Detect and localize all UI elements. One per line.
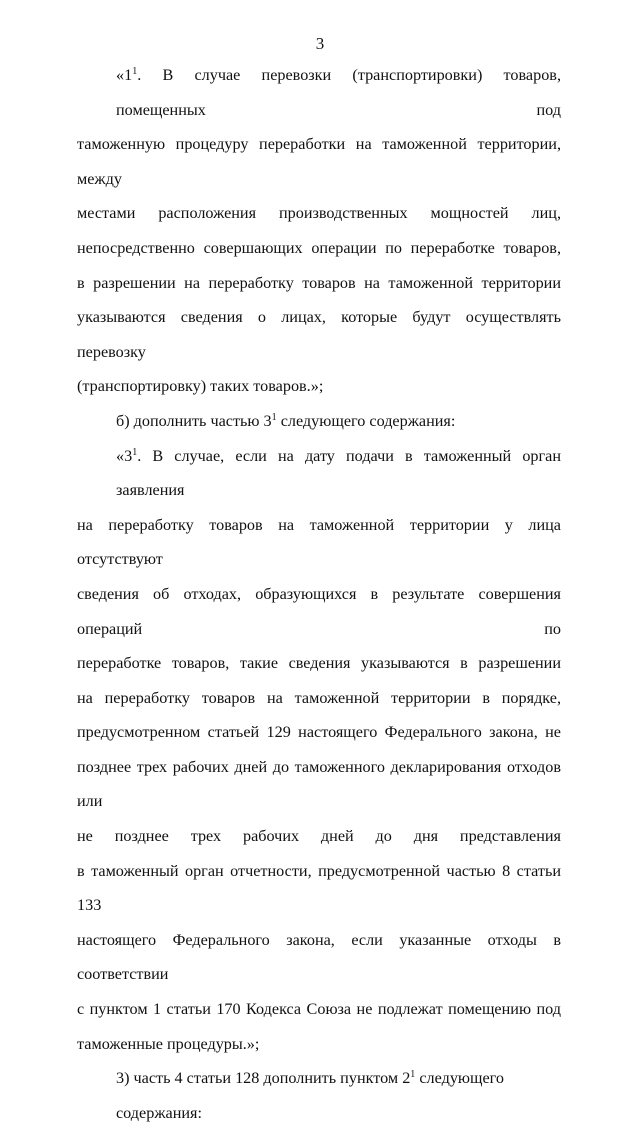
text-line	[77, 715, 561, 750]
superscript: 1	[271, 411, 277, 423]
text-line	[77, 577, 561, 646]
text-line	[77, 196, 561, 231]
line-text-rest: следующего содержания:	[116, 1069, 504, 1122]
text-line	[77, 369, 561, 404]
line-text: в разрешении на переработку товаров на таможенной территории	[77, 273, 561, 292]
document-body	[77, 58, 561, 1130]
line-text: переработке товаров, такие сведения указываются в разрешении	[77, 654, 561, 673]
line-text: не позднее трех рабочих дней до дня представления	[77, 827, 561, 846]
line-text: на переработку товаров на таможенной территории у лица отсутствуют	[77, 515, 561, 569]
line-text-rest: следующего содержания:	[276, 411, 456, 430]
line-text: непосредственно совершающих операции по переработке товаров,	[77, 238, 561, 257]
line-text-rest: . В случае, если на дату подачи в таможенный орган заявления	[116, 446, 561, 500]
paragraph	[77, 1061, 561, 1130]
text-line	[77, 1027, 561, 1062]
text-line	[77, 404, 561, 439]
paragraph	[77, 58, 561, 404]
superscript: 1	[410, 1069, 416, 1081]
line-text: сведения об отходах, образующихся в результате совершения операций по	[77, 584, 561, 638]
text-line	[77, 750, 561, 819]
line-text-rest: . В случае перевозки (транспортировки) товаров, помещенных под	[116, 66, 561, 119]
text-line	[77, 854, 561, 923]
text-line	[77, 231, 561, 266]
line-text: 3) часть 4 статьи 128 дополнить пунктом 2	[116, 1069, 411, 1088]
text-line	[77, 508, 561, 577]
text-line	[77, 1061, 561, 1130]
line-text: (транспортировку) таких товаров.»;	[77, 377, 324, 396]
page-number: 3	[315, 34, 325, 53]
line-text: на переработку товаров на таможенной территории в порядке,	[77, 688, 561, 707]
superscript: 1	[132, 66, 138, 77]
text-line	[77, 923, 561, 992]
text-line	[77, 127, 561, 196]
line-text: указываются сведения о лицах, которые будут осуществлять перевозку	[77, 308, 561, 361]
text-line	[77, 992, 561, 1027]
line-text: предусмотренном статьей 129 настоящего Федерального закона, не	[77, 723, 561, 742]
line-text: с пунктом 1 статьи 170 Кодекса Союза не подлежат помещению под	[77, 1000, 561, 1019]
text-line	[77, 266, 561, 301]
text-line	[77, 819, 561, 854]
line-text: «3	[116, 446, 133, 465]
line-text: таможенную процедуру переработки на таможенной территории, между	[77, 135, 561, 188]
paragraph	[77, 439, 561, 1062]
paragraph	[77, 404, 561, 439]
superscript: 1	[132, 446, 138, 458]
line-text: в таможенный орган отчетности, предусмотренной частью 8 статьи 133	[77, 861, 561, 915]
line-text: «1	[116, 66, 133, 84]
text-line	[77, 439, 561, 508]
line-text: позднее трех рабочих дней до таможенного декларирования отходов или	[77, 757, 561, 811]
text-line	[77, 646, 561, 681]
text-line	[77, 58, 561, 127]
line-text: местами расположения производственных мощностей лиц,	[77, 204, 561, 223]
text-line	[77, 300, 561, 369]
line-text: таможенные процедуры.»;	[77, 1034, 260, 1053]
line-text: б) дополнить частью 3	[116, 411, 272, 430]
line-text: настоящего Федерального закона, если указанные отходы в соответствии	[77, 930, 561, 984]
text-line	[77, 681, 561, 716]
